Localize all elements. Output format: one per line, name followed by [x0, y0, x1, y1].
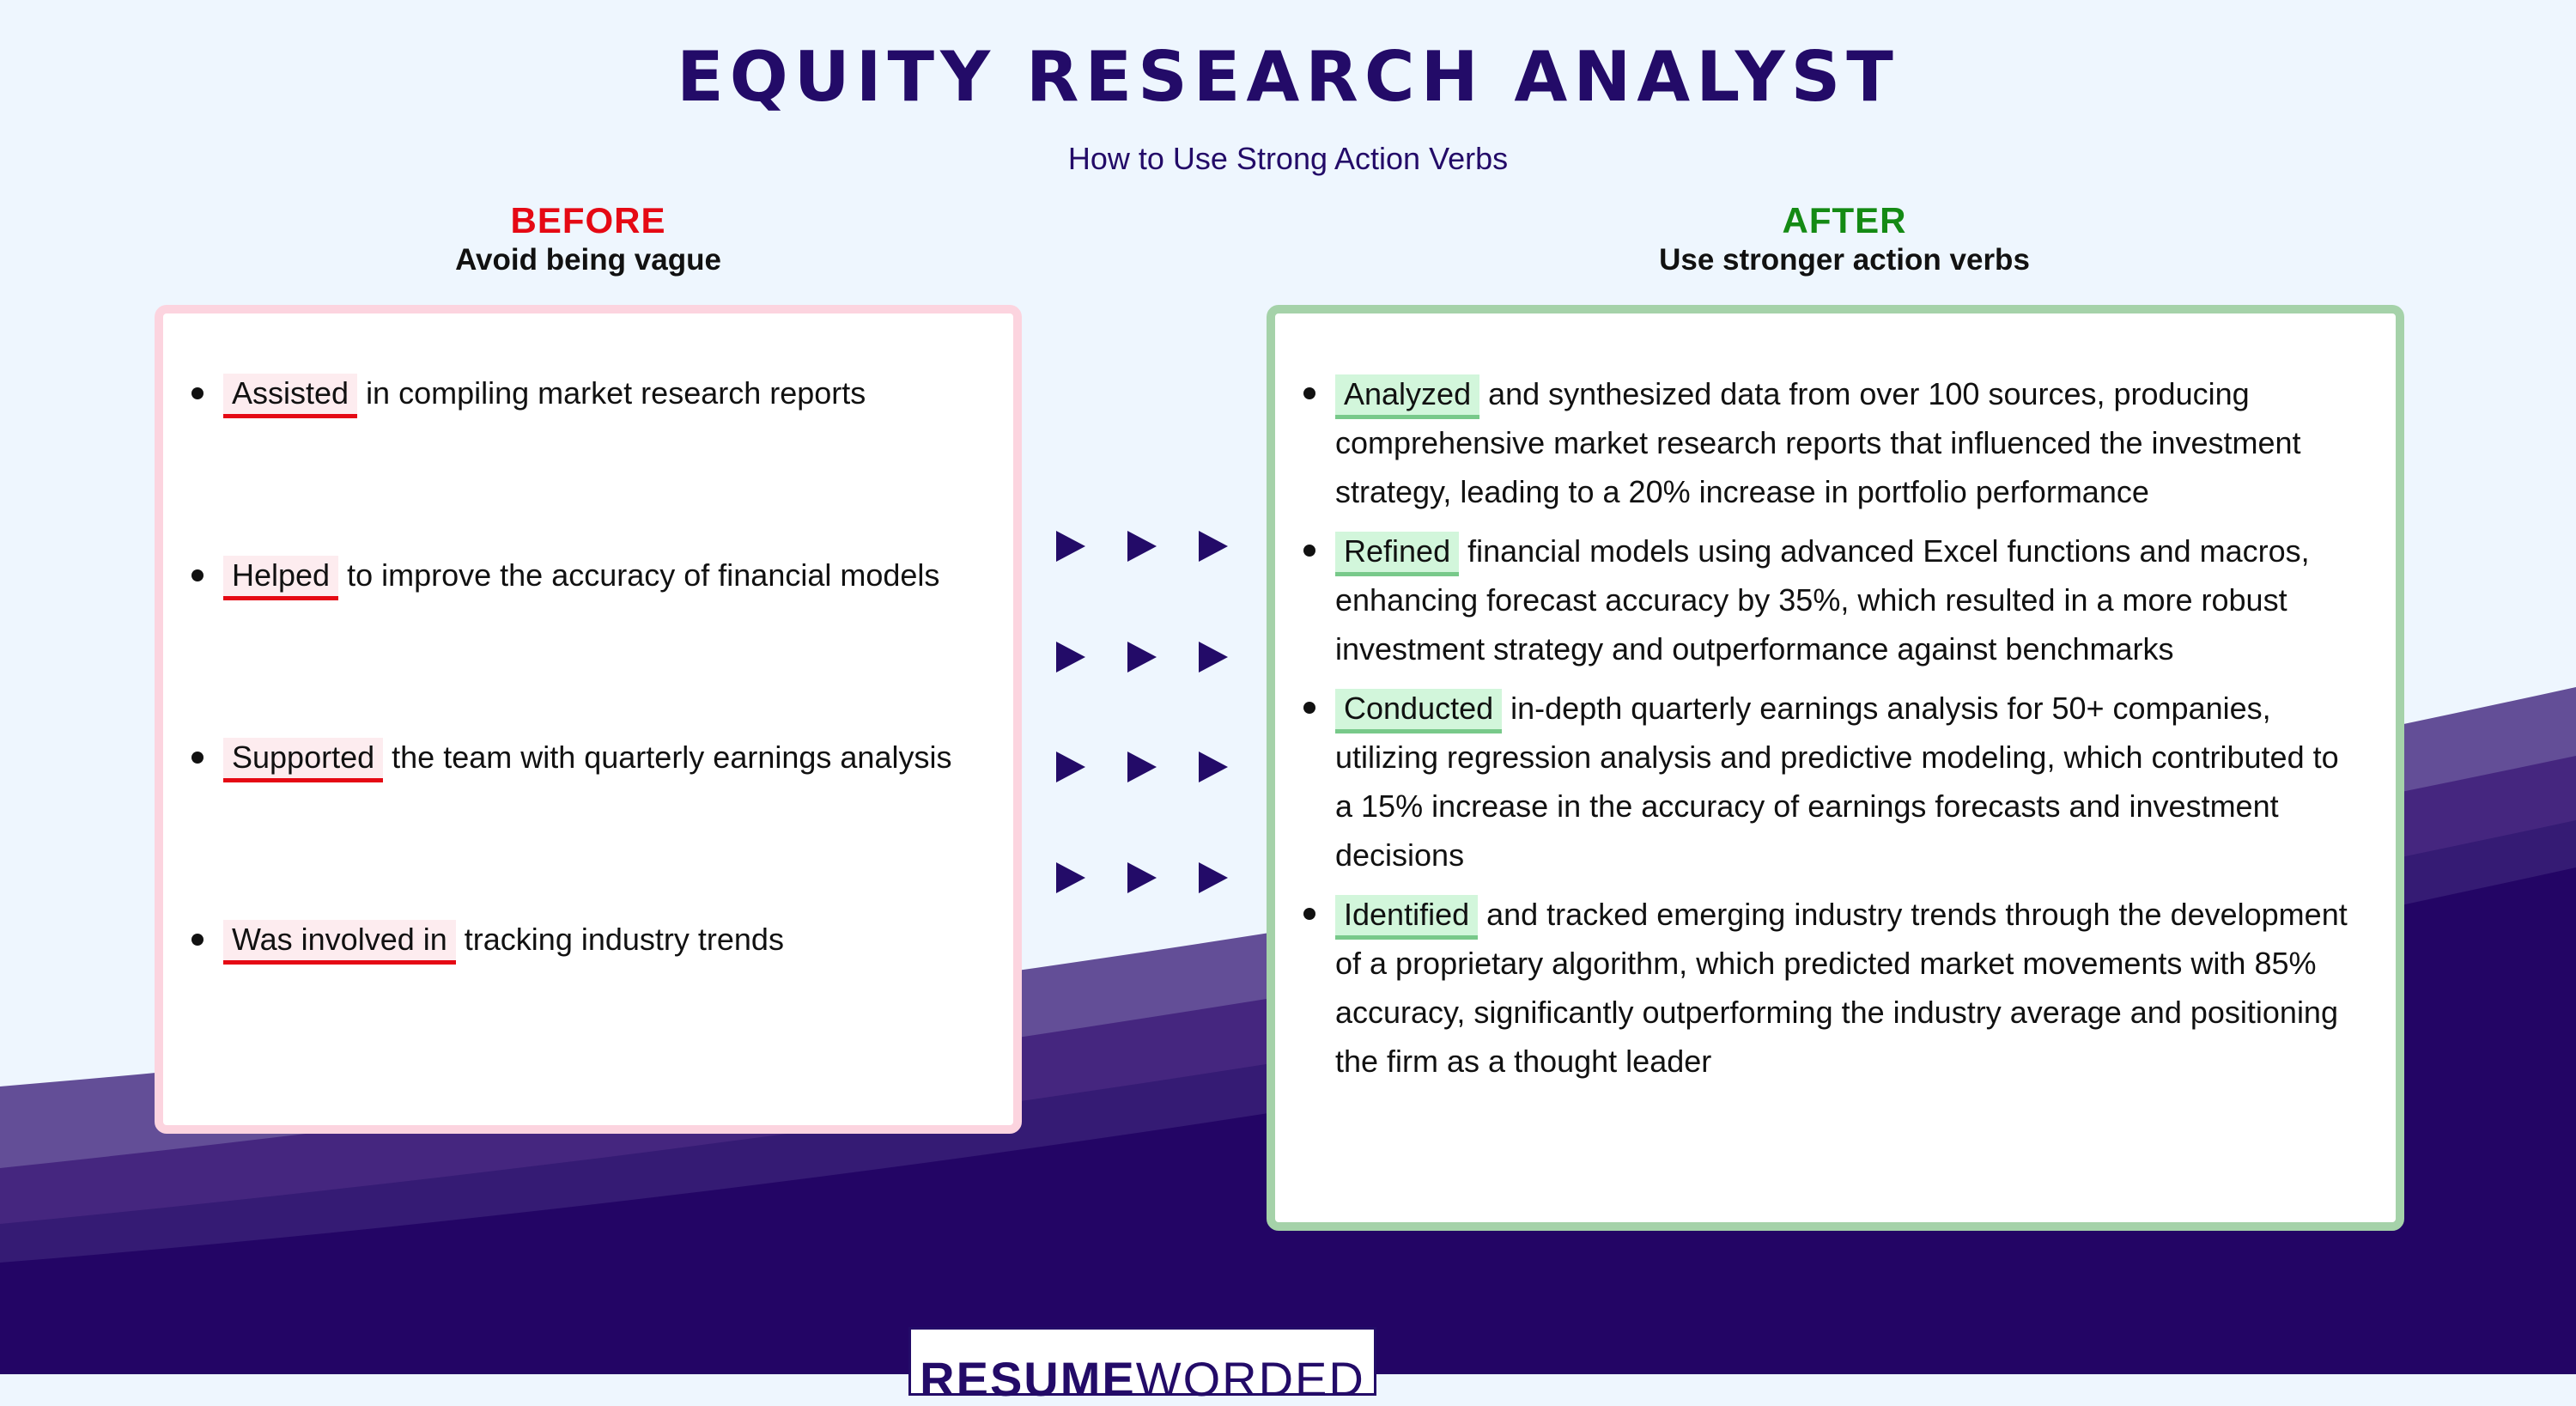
after-item [1275, 684, 2396, 880]
arrow-row [1056, 856, 1228, 899]
bullet-icon [1303, 387, 1315, 399]
after-card [1267, 305, 2404, 1231]
item-text: to improve the accuracy of financial models [347, 557, 940, 593]
bullet-icon [1303, 545, 1315, 557]
arrow-right-icon [1056, 862, 1085, 893]
weak-verb: Supported [223, 738, 383, 782]
arrow-right-icon [1127, 531, 1157, 562]
weak-verb: Was involved in [223, 920, 456, 965]
arrow-row [1056, 636, 1228, 679]
bullet-icon [191, 752, 204, 764]
before-subheading: Avoid being vague [455, 243, 721, 277]
arrow-row [1056, 746, 1228, 788]
weak-verb: Helped [223, 556, 338, 600]
page-subtitle: How to Use Strong Action Verbs [1067, 141, 1509, 176]
arrow-row [1056, 525, 1228, 568]
resume-worded-logo [908, 1327, 1376, 1406]
arrow-right-icon [1199, 531, 1228, 562]
item-text: in-depth quarterly earnings analysis for 50+ companies, utilizing regression analysis and predictive modeling, which contributed to a 15% increase in the accuracy of earnings forecasts and investment decisions [1335, 691, 2339, 873]
before-heading: BEFORE [510, 200, 666, 240]
after-list [1275, 313, 2396, 1086]
page-title: EQUITY RESEARCH ANALYST [677, 37, 1899, 117]
bullet-icon [191, 934, 204, 946]
logo-word-light: WORDED [1135, 1352, 1365, 1406]
arrow-right-icon [1199, 862, 1228, 893]
before-item [163, 551, 1013, 733]
arrow-right-icon [1127, 752, 1157, 782]
after-heading: AFTER [1782, 200, 1907, 240]
weak-verb: Assisted [223, 374, 357, 418]
strong-verb: Identified [1335, 895, 1478, 940]
strong-verb: Conducted [1335, 689, 1502, 733]
after-item [1275, 890, 2396, 1086]
item-text: in compiling market research reports [366, 375, 866, 411]
after-item [1275, 369, 2396, 516]
bullet-icon [1303, 908, 1315, 920]
bullet-icon [1303, 702, 1315, 714]
before-item [163, 916, 1013, 1098]
before-item [163, 733, 1013, 916]
arrow-right-icon [1056, 531, 1085, 562]
arrow-right-icon [1056, 642, 1085, 673]
arrow-right-icon [1127, 642, 1157, 673]
bullet-icon [191, 569, 204, 581]
item-text: financial models using advanced Excel functions and macros, enhancing forecast accuracy by 35%, which resulted in a more robust investment strategy and outperformance against benchmarks [1335, 533, 2310, 666]
after-subheading: Use stronger action verbs [1659, 243, 2030, 277]
before-list [163, 313, 1013, 1098]
arrow-right-icon [1127, 862, 1157, 893]
strong-verb: Analyzed [1335, 374, 1479, 419]
item-text: the team with quarterly earnings analysis [392, 740, 952, 775]
arrow-right-icon [1199, 642, 1228, 673]
after-header [1269, 200, 2420, 279]
bullet-icon [191, 387, 204, 399]
before-card [155, 305, 1022, 1134]
before-item [163, 369, 1013, 551]
item-text: tracking industry trends [464, 922, 784, 957]
before-header [159, 200, 1018, 279]
item-text: and synthesized data from over 100 sources, producing comprehensive market research reports that influenced the investment strategy, leading to a 20% increase in portfolio performance [1335, 376, 2301, 509]
arrow-right-icon [1199, 752, 1228, 782]
item-text: and tracked emerging industry trends through the development of a proprietary algorithm, which predicted market movements with 85% accuracy, significantly outperforming the industry average and positioning the firm as a thought leader [1335, 897, 2348, 1079]
logo-word-bold: RESUME [920, 1352, 1136, 1406]
strong-verb: Refined [1335, 532, 1459, 576]
arrow-right-icon [1056, 752, 1085, 782]
after-item [1275, 526, 2396, 673]
